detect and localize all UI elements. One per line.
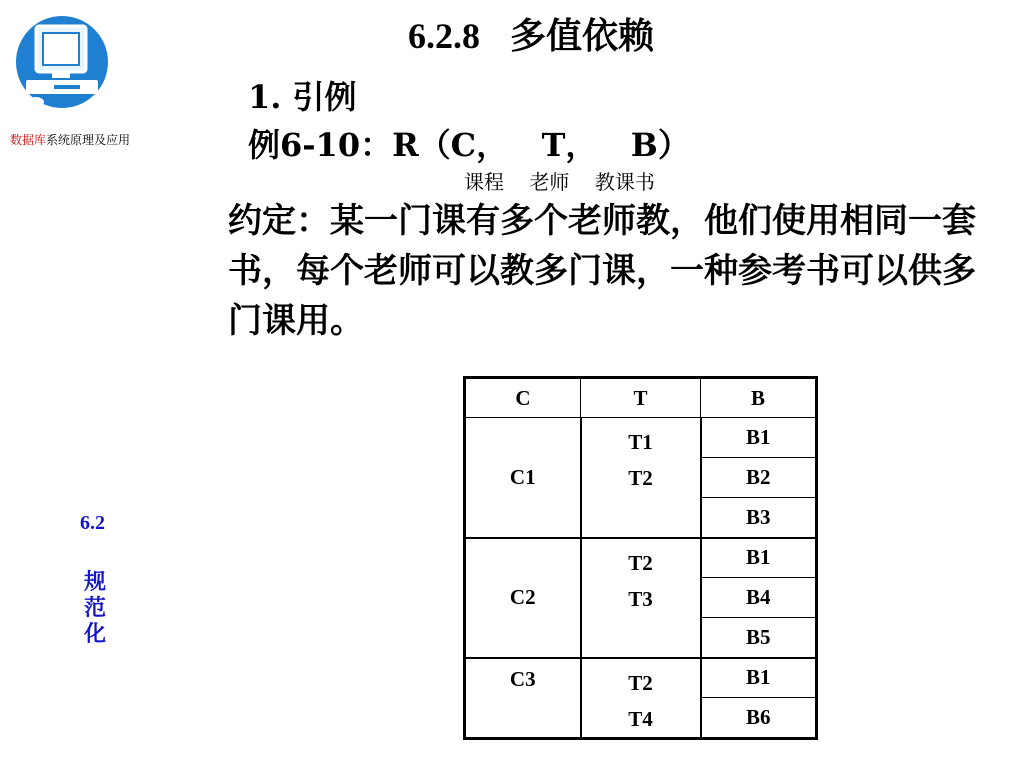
- cell-t: [581, 658, 701, 739]
- brand-highlight: 数据库: [10, 133, 47, 147]
- header-t: T: [581, 378, 701, 418]
- cell-c: C1: [465, 418, 581, 538]
- table-row: [465, 538, 817, 578]
- cell-t-item: T2: [628, 670, 653, 695]
- table-header-row: [465, 378, 817, 418]
- example-line: 例6-10：R（C， T， B）: [248, 126, 690, 164]
- brand-rest: 系统原理及应用: [46, 133, 131, 147]
- cell-c: C2: [465, 538, 581, 658]
- cell-b: B1: [701, 418, 817, 458]
- cell-t: [581, 418, 701, 538]
- cell-b: B6: [701, 698, 817, 738]
- mvd-table: [463, 376, 818, 740]
- header-c: C: [465, 378, 581, 418]
- attribute-labels: 课程 老师 教课书: [464, 170, 655, 194]
- cell-t-item: T4: [628, 706, 653, 731]
- table-row: [465, 658, 817, 698]
- cell-t-item: T2: [628, 550, 653, 575]
- section-heading: 1. 引例: [248, 78, 357, 116]
- cell-c: C3: [465, 658, 581, 739]
- sidebar-section-label: 规范化: [84, 570, 107, 647]
- cell-t: [581, 538, 701, 658]
- title-number: 6.2.8: [408, 16, 480, 56]
- cell-b: B3: [701, 498, 817, 538]
- page-title: [408, 8, 654, 59]
- cell-t-item: T2: [628, 466, 653, 490]
- cell-b: B4: [701, 578, 817, 618]
- brand-caption: [10, 131, 130, 148]
- header-b: B: [701, 378, 817, 418]
- sidebar-section-number: 6.2: [80, 512, 105, 534]
- cell-b: B1: [701, 658, 817, 698]
- cell-b: B1: [701, 538, 817, 578]
- cell-b: B2: [701, 458, 817, 498]
- cell-t-item: T1: [628, 430, 653, 454]
- computer-logo-icon: [14, 12, 110, 112]
- title-text: 多值依赖: [510, 15, 655, 57]
- cell-t-item: T3: [628, 586, 653, 611]
- description-paragraph: 约定：某一门课有多个老师教，他们使用相同一套书，每个老师可以教多门课，一种参考书可以供多门课用。: [228, 201, 976, 341]
- cell-b: B5: [701, 618, 817, 658]
- table-row: [465, 418, 817, 458]
